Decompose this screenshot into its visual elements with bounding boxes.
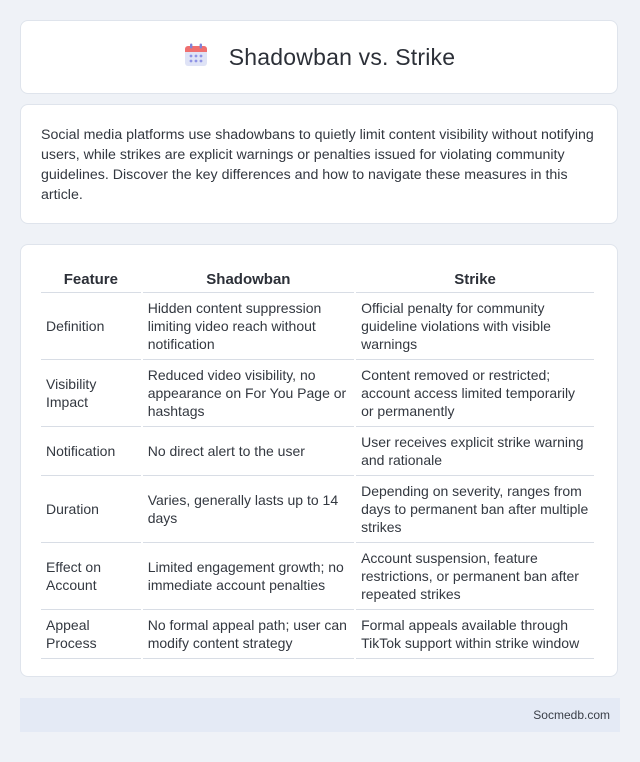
intro-paragraph: Social media platforms use shadowbans to quietly limit content visibility without notifying users, while strikes are explicit warnings or penalties issued for violating community guidelines. Discover the key differences and how to navigate these measures in this article. [41, 127, 594, 203]
strike-cell: Formal appeals available through TikTok support within strike window [356, 610, 594, 659]
strike-cell: Official penalty for community guideline violations with visible warnings [356, 293, 594, 360]
page-title: Shadowban vs. Strike [228, 43, 456, 70]
table-header-row [41, 265, 594, 293]
shadowban-cell: Limited engagement growth; no immediate account penalties [143, 543, 354, 610]
calendar-icon [183, 42, 209, 73]
comparison-table [39, 265, 596, 659]
feature-cell: Effect on Account [41, 543, 141, 610]
footer-bar [20, 698, 620, 732]
column-header-strike: Strike [356, 265, 594, 293]
table-row [41, 476, 594, 543]
column-header-shadowban: Shadowban [143, 265, 354, 293]
feature-cell: Definition [41, 293, 141, 360]
comparison-card [20, 244, 618, 677]
feature-cell: Appeal Process [41, 610, 141, 659]
intro-card [20, 104, 618, 224]
shadowban-cell: Hidden content suppression limiting video reach without notification [143, 293, 354, 360]
table-row [41, 427, 594, 476]
strike-cell: Content removed or restricted; account access limited temporarily or permanently [356, 360, 594, 427]
shadowban-cell: No direct alert to the user [143, 427, 354, 476]
table-row [41, 360, 594, 427]
strike-cell: User receives explicit strike warning and rationale [356, 427, 594, 476]
shadowban-cell: No formal appeal path; user can modify content strategy [143, 610, 354, 659]
shadowban-cell: Reduced video visibility, no appearance on For You Page or hashtags [143, 360, 354, 427]
feature-cell: Visibility Impact [41, 360, 141, 427]
column-header-feature: Feature [41, 265, 141, 293]
title-row [183, 42, 455, 73]
feature-cell: Notification [41, 427, 141, 476]
strike-cell: Account suspension, feature restrictions, or permanent ban after repeated strikes [356, 543, 594, 610]
table-row [41, 610, 594, 659]
footer-site-label: Socmedb.com [533, 708, 610, 722]
shadowban-cell: Varies, generally lasts up to 14 days [143, 476, 354, 543]
table-row [41, 293, 594, 360]
strike-cell: Depending on severity, ranges from days to permanent ban after multiple strikes [356, 476, 594, 543]
title-card [20, 20, 618, 94]
table-row [41, 543, 594, 610]
feature-cell: Duration [41, 476, 141, 543]
